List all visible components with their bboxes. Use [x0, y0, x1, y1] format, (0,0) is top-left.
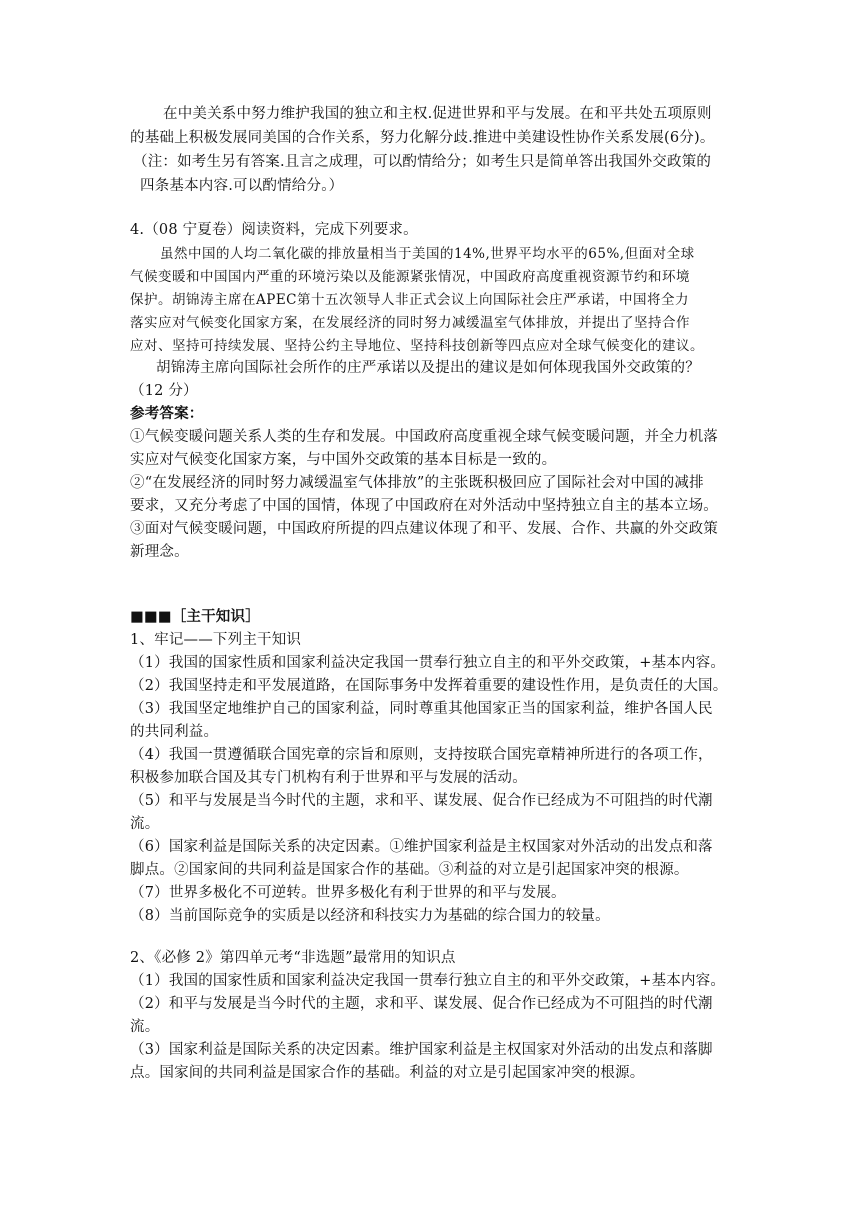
part2-item-3-cont: 点。国家间的共同利益是国家合作的基础。利益的对立是引起国家冲突的根源。 — [130, 1065, 645, 1081]
part1-item-3: （3）我国坚定地维护自己的国家利益，同时尊重其他国家正当的国家利益，维护各国人民 — [130, 701, 713, 717]
part1-item-4-cont: 积极参加联合国及其专门机构有利于世界和平与发展的活动。 — [130, 770, 527, 786]
prev-answer-note-1: （注：如考生另有答案.且言之成理，可以酌情给分；如考生只是简单答出我国外交政策的 — [133, 154, 712, 170]
part1-item-7: （7）世界多极化不可逆转。世界多极化有利于世界的和平与发展。 — [130, 885, 566, 901]
answer-line-1: ①气候变暖问题关系人类的生存和发展。中国政府高度重视全球气候变暖问题，并全力机落 — [130, 429, 718, 445]
q4-score: （12 分） — [130, 383, 198, 399]
part1-item-6: （6）国家利益是国际关系的决定因素。①维护国家利益是主权国家对外活动的出发点和落 — [130, 839, 713, 855]
answer-line-3: ②“在发展经济的同时努力减缓温室气体排放”的主张既积极回应了国际社会对中国的减排 — [130, 475, 704, 491]
part1-item-8: （8）当前国际竞争的实质是以经济和科技实力为基础的综合国力的较量。 — [130, 908, 610, 924]
part1-item-4: （4）我国一贯遵循联合国宪章的宗旨和原则，支持按联合国宪章精神所进行的各项工作， — [130, 747, 713, 763]
answer-label: 参考答案： — [130, 405, 204, 422]
answer-line-5: ③面对气候变暖问题，中国政府所提的四点建议体现了和平、发展、合作、共赢的外交政策 — [130, 521, 718, 537]
part2-item-2-cont: 流。 — [130, 1019, 160, 1035]
part1-item-5: （5）和平与发展是当今时代的主题，求和平、谋发展、促合作已经成为不可阻挡的时代潮 — [130, 793, 713, 809]
q4-material-line-3: 保护。胡锦涛主席在APEC第十五次领导人非正式会议上向国际社会庄严承诺，中国将全力 — [130, 292, 690, 308]
main-knowledge-heading: ■■■［主干知识］ — [130, 608, 260, 625]
part1-item-3-cont: 的共同利益。 — [130, 724, 219, 740]
answer-line-4: 要求，又充分考虑了中国的国情，体现了中国政府在对外活动中坚持独立自主的基本立场。 — [130, 498, 718, 514]
part1-item-2: （2）我国坚持走和平发展道路，在国际事务中发挥着重要的建设性作用，是负责任的大国。 — [130, 678, 728, 694]
question-4-title: 4.（08 宁夏卷）阅读资料，完成下列要求。 — [130, 222, 418, 238]
part1-title: 1、牢记——下列主干知识 — [130, 632, 302, 648]
q4-material-line-1: 虽然中国的人均二氧化碳的排放量相当于美国的14%,世界平均水平的65%,但面对全球 — [160, 246, 695, 262]
q4-material-line-4: 落实应对气候变化国家方案，在发展经济的同时努力减缓温室气体排放，并提出了坚持合作 — [130, 315, 690, 331]
part1-item-1: （1）我国的国家性质和国家利益决定我国一贯奉行独立自主的和平外交政策，+基本内容。 — [130, 655, 726, 671]
q4-material-line-5: 应对、坚持可持续发展、坚持公约主导地位、坚持科技创新等四点应对全球气候变化的建议。 — [130, 338, 704, 354]
answer-line-2: 实应对气候变化国家方案，与中国外交政策的基本目标是一致的。 — [130, 452, 557, 468]
part1-item-5-cont: 流。 — [130, 816, 160, 832]
part1-item-6-cont: 脚点。②国家间的共同利益是国家合作的基础。③利益的对立是引起国家冲突的根源。 — [130, 862, 689, 878]
part2-item-1: （1）我国的国家性质和国家利益决定我国一贯奉行独立自主的和平外交政策，+基本内容。 — [130, 973, 726, 989]
prev-answer-line-1: 在中美关系中努力维护我国的独立和主权.促进世界和平与发展。在和平共处五项原则 — [163, 106, 712, 122]
prev-answer-line-2: 的基础上积极发展同美国的合作关系，努力化解分歧.推进中美建设性协作关系发展(6分)。 — [130, 130, 715, 146]
prev-answer-note-2: 四条基本内容.可以酌情给分。） — [140, 178, 344, 194]
part2-title: 2、《必修 2》第四单元考“非选题”最常用的知识点 — [130, 950, 456, 966]
q4-question: 胡锦涛主席向国际社会所作的庄严承诺以及提出的建议是如何体现我国外交政策的？ — [156, 360, 700, 376]
part2-item-3: （3）国家利益是国际关系的决定因素。维护国家利益是主权国家对外活动的出发点和落脚 — [130, 1042, 713, 1058]
part2-item-2: （2）和平与发展是当今时代的主题，求和平、谋发展、促合作已经成为不可阻挡的时代潮 — [130, 996, 713, 1012]
answer-line-6: 新理念。 — [130, 544, 189, 560]
q4-material-line-2: 气候变暖和中国国内严重的环境污染以及能源紧张情况，中国政府高度重视资源节约和环境 — [130, 269, 690, 285]
